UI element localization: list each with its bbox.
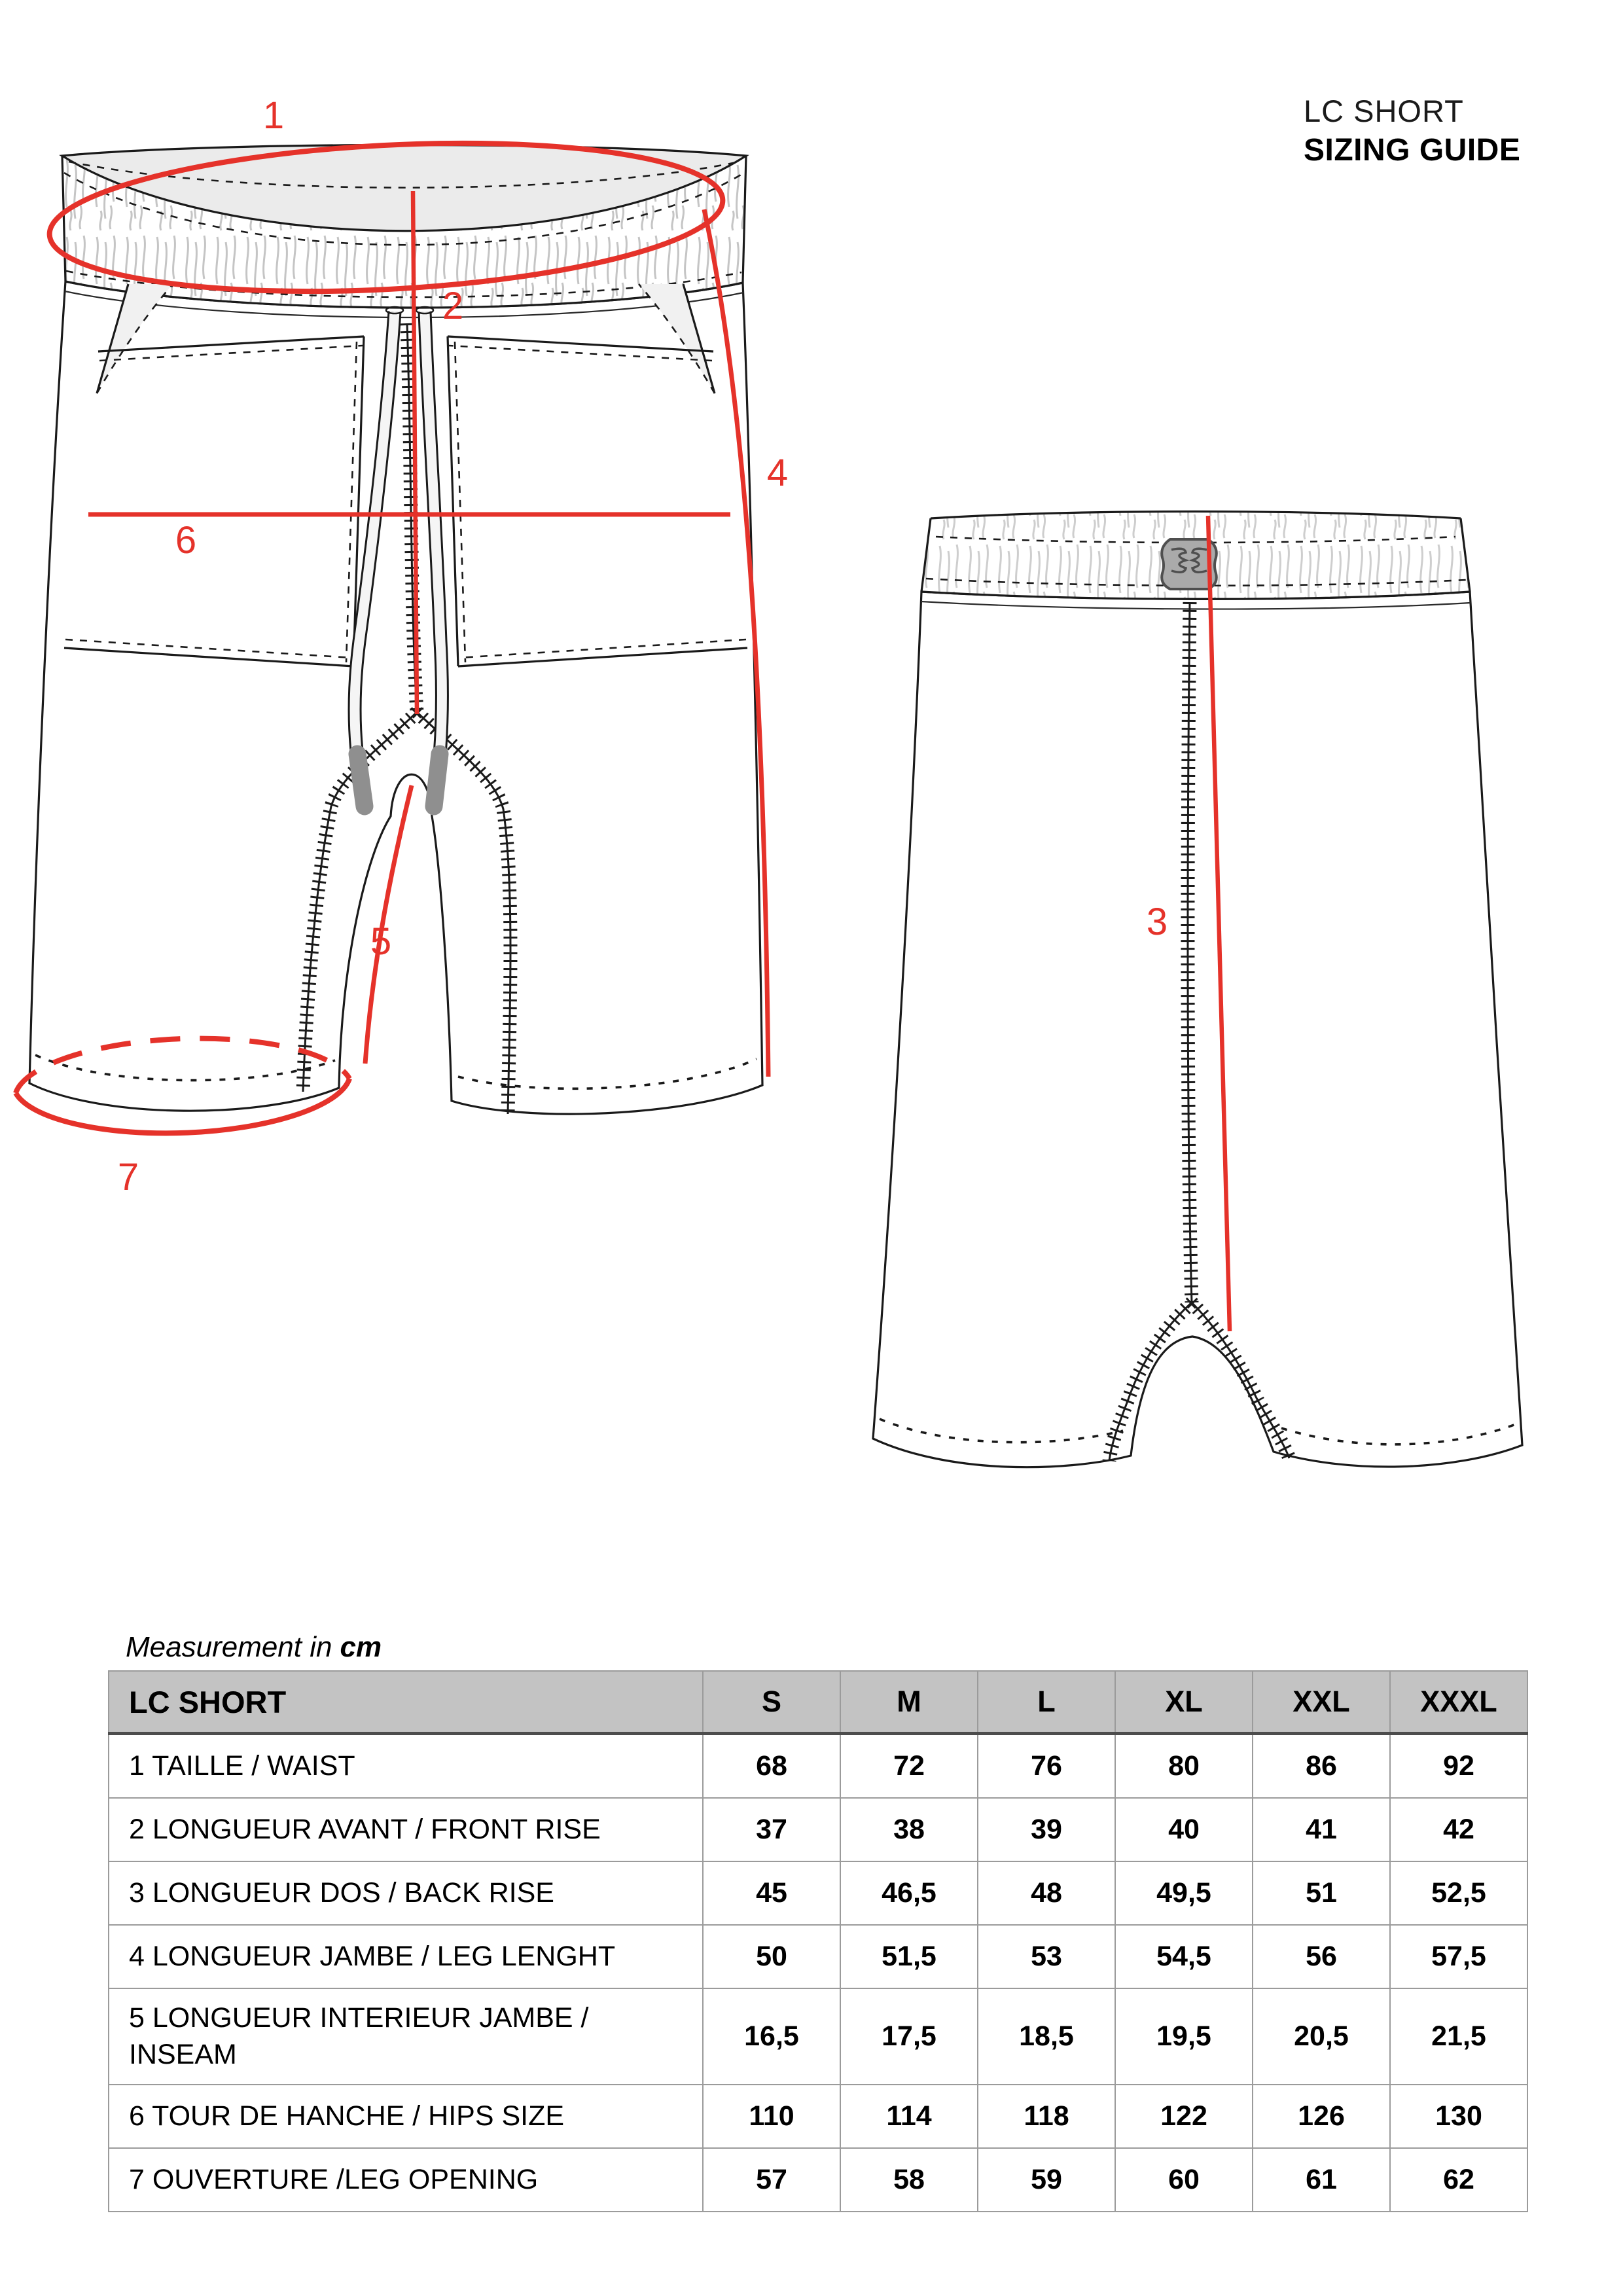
- value-cell: 18,5: [978, 1988, 1115, 2085]
- value-cell: 21,5: [1390, 1988, 1527, 2085]
- table-row-leg-opening: [109, 2148, 1527, 2212]
- value-cell: 60: [1115, 2148, 1253, 2212]
- value-cell: 57: [703, 2148, 840, 2212]
- annotation-label-hips: 6: [175, 519, 197, 562]
- value-cell: 126: [1253, 2085, 1390, 2148]
- back-view-drawing: [873, 512, 1522, 1467]
- front-left-patch-pocket: [64, 336, 364, 666]
- table-row-leg-length: [109, 1925, 1527, 1988]
- measurement-unit: cm: [340, 1631, 382, 1663]
- table-row-waist: [109, 1734, 1527, 1799]
- value-cell: 80: [1115, 1734, 1253, 1799]
- value-cell: 49,5: [1115, 1861, 1253, 1925]
- value-cell: 37: [703, 1798, 840, 1861]
- measurement-note: [126, 1631, 382, 1664]
- table-row-hips: [109, 2085, 1527, 2148]
- page-title-text: SIZING GUIDE: [1304, 133, 1521, 168]
- value-cell: 57,5: [1390, 1925, 1527, 1988]
- back-rise-seam: [1188, 602, 1192, 1302]
- value-cell: 17,5: [840, 1988, 978, 2085]
- value-cell: 38: [840, 1798, 978, 1861]
- value-cell: 59: [978, 2148, 1115, 2212]
- measurement-note-text: Measurement in: [126, 1631, 332, 1663]
- table-row-inseam: [109, 1988, 1527, 2085]
- size-column-xxxl: XXXL: [1390, 1671, 1527, 1734]
- row-label-cell: 5 LONGUEUR INTERIEUR JAMBE / INSEAM: [109, 1988, 703, 2085]
- value-cell: 72: [840, 1734, 978, 1799]
- value-cell: 39: [978, 1798, 1115, 1861]
- size-column-l: L: [978, 1671, 1115, 1734]
- back-left-hem-stitch: [880, 1419, 1123, 1443]
- value-cell: 56: [1253, 1925, 1390, 1988]
- product-name: LC SHORT: [1304, 94, 1464, 128]
- annotation-label-leg-length: 4: [766, 452, 789, 494]
- front-right-patch-pocket: [448, 336, 747, 666]
- value-cell: 19,5: [1115, 1988, 1253, 2085]
- row-label-cell: 6 TOUR DE HANCHE / HIPS SIZE: [109, 2085, 703, 2148]
- value-cell: 92: [1390, 1734, 1527, 1799]
- value-cell: 51,5: [840, 1925, 978, 1988]
- annotation-label-back-rise: 3: [1146, 901, 1168, 943]
- drawstring: [355, 307, 442, 806]
- value-cell: 42: [1390, 1798, 1527, 1861]
- value-cell: 86: [1253, 1734, 1390, 1799]
- value-cell: 52,5: [1390, 1861, 1527, 1925]
- row-label-cell: 7 OUVERTURE /LEG OPENING: [109, 2148, 703, 2212]
- row-label-cell: 3 LONGUEUR DOS / BACK RISE: [109, 1861, 703, 1925]
- value-cell: 76: [978, 1734, 1115, 1799]
- value-cell: 114: [840, 2085, 978, 2148]
- value-cell: 46,5: [840, 1861, 978, 1925]
- front-view-drawing: [16, 94, 788, 1198]
- value-cell: 16,5: [703, 1988, 840, 2085]
- row-label-cell: 2 LONGUEUR AVANT / FRONT RISE: [109, 1798, 703, 1861]
- value-cell: 68: [703, 1734, 840, 1799]
- row-label-cell: 4 LONGUEUR JAMBE / LEG LENGHT: [109, 1925, 703, 1988]
- value-cell: 20,5: [1253, 1988, 1390, 2085]
- value-cell: 54,5: [1115, 1925, 1253, 1988]
- value-cell: 53: [978, 1925, 1115, 1988]
- back-body-outline: [873, 592, 1522, 1467]
- back-inseam-stitching: [1109, 1302, 1289, 1461]
- value-cell: 45: [703, 1861, 840, 1925]
- table-product-name: LC SHORT: [109, 1671, 703, 1734]
- value-cell: 41: [1253, 1798, 1390, 1861]
- size-column-xxl: XXL: [1253, 1671, 1390, 1734]
- drawstring-aglet-right: [434, 754, 440, 806]
- value-cell: 130: [1390, 2085, 1527, 2148]
- front-body-outline: [29, 281, 762, 1114]
- size-column-m: M: [840, 1671, 978, 1734]
- back-right-hem-stitch: [1281, 1424, 1516, 1444]
- annotation-leg-length-line: [704, 209, 768, 1077]
- value-cell: 110: [703, 2085, 840, 2148]
- front-left-hem-stitch: [35, 1055, 335, 1081]
- value-cell: 118: [978, 2085, 1115, 2148]
- annotation-label-inseam: 5: [370, 920, 392, 963]
- value-cell: 61: [1253, 2148, 1390, 2212]
- size-table: [108, 1670, 1528, 2212]
- drawstring-aglet-left: [357, 754, 365, 806]
- table-row-front-rise: [109, 1798, 1527, 1861]
- annotation-back-rise-line: [1208, 516, 1230, 1331]
- size-column-s: S: [703, 1671, 840, 1734]
- value-cell: 51: [1253, 1861, 1390, 1925]
- table-row-back-rise: [109, 1861, 1527, 1925]
- annotation-label-front-rise: 2: [442, 285, 464, 327]
- annotation-label-waist: 1: [262, 94, 285, 137]
- value-cell: 62: [1390, 2148, 1527, 2212]
- value-cell: 58: [840, 2148, 978, 2212]
- row-label-cell: 1 TAILLE / WAIST: [109, 1734, 703, 1799]
- value-cell: 50: [703, 1925, 840, 1988]
- front-inseam-stitching: [303, 712, 510, 1114]
- value-cell: 40: [1115, 1798, 1253, 1861]
- size-table-header-row: [109, 1671, 1527, 1734]
- annotation-label-leg-opening: 7: [117, 1156, 139, 1198]
- size-column-xl: XL: [1115, 1671, 1253, 1734]
- value-cell: 48: [978, 1861, 1115, 1925]
- value-cell: 122: [1115, 2085, 1253, 2148]
